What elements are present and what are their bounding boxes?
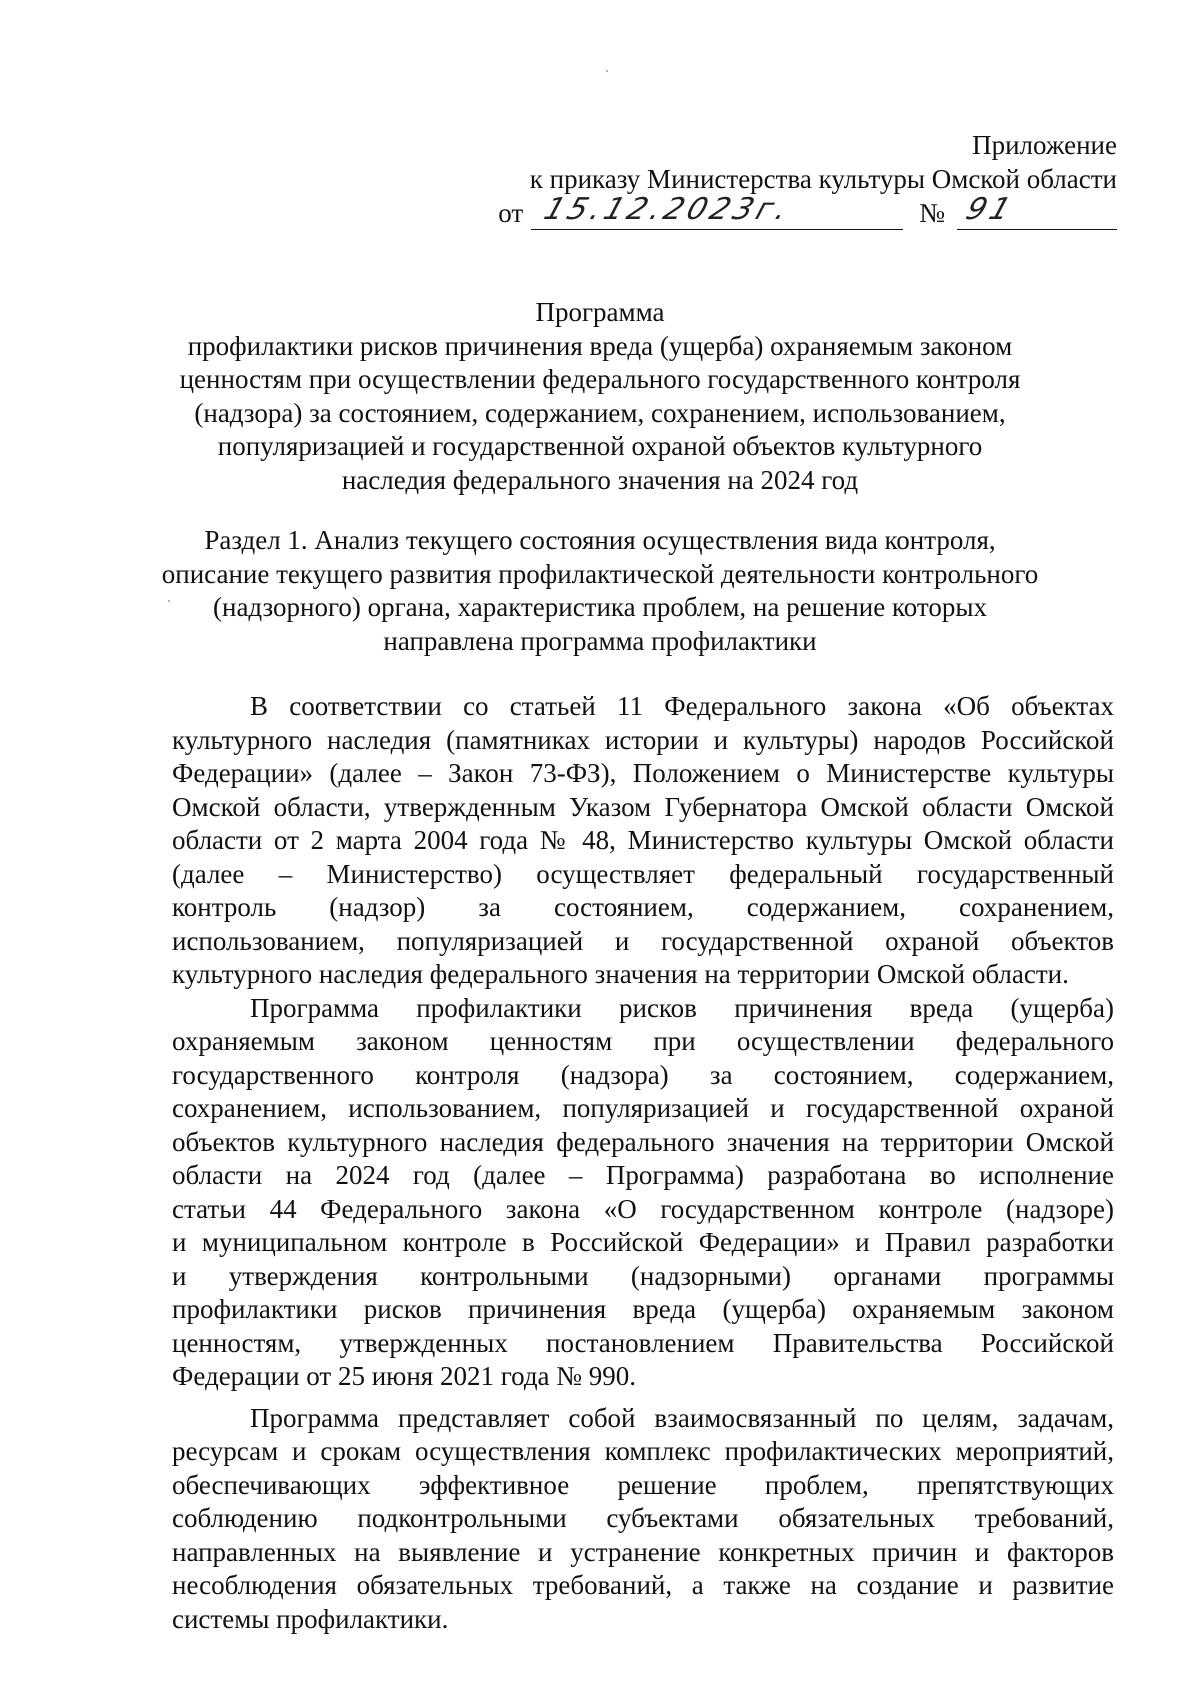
paragraph-gap bbox=[172, 1394, 1114, 1402]
text-line: профилактики рисков причинения вреда (ущерба) охраняемым законом bbox=[172, 1294, 1114, 1324]
text-line: (далее – Министерство) осуществляет федеральный государственный bbox=[172, 858, 1114, 889]
text-line: направленных на выявление и устранение конкретных причин и факторов bbox=[172, 1536, 1114, 1567]
title-line: популяризацией и государственной охраной объектов культурного bbox=[217, 431, 983, 461]
text-line: несоблюдения обязательных требований, а также на создание и развитие bbox=[172, 1570, 1114, 1600]
text-line: Омской области, утвержденным Указом Губернатора Омской области Омской bbox=[172, 791, 1114, 822]
text-line: сохранением, использованием, популяризацией и государственной охраной bbox=[172, 1093, 1114, 1123]
date-prefix: от bbox=[498, 198, 524, 228]
text-line: контроль (надзор) за состоянием, содержанием, сохранением, bbox=[172, 892, 1114, 922]
title-line: Программа bbox=[535, 297, 665, 327]
text-line: и муниципальном контроле в Российской Федерации» и Правил разработки bbox=[172, 1227, 1114, 1257]
handwritten-number: 91 bbox=[961, 192, 1020, 227]
text-line: использованием, популяризацией и государственной охраной объектов bbox=[172, 925, 1114, 956]
section-heading bbox=[150, 524, 1050, 658]
text-line: объектов культурного наследия федерального значения на территории Омской bbox=[172, 1126, 1114, 1157]
number-field bbox=[957, 192, 1117, 230]
section-heading-line: описание текущего развития профилактической деятельности контрольного bbox=[161, 558, 1039, 589]
text-line: статьи 44 Федерального закона «О государственном контроле (надзоре) bbox=[172, 1193, 1114, 1224]
text-line: Федерации от 25 июня 2021 года № 990. bbox=[172, 1361, 637, 1391]
handwritten-date: 15.12.2023г. bbox=[539, 192, 797, 227]
text-line: культурного наследия федерального значения на территории Омской области. bbox=[172, 959, 1069, 989]
body-text bbox=[172, 690, 1114, 1636]
date-field bbox=[531, 192, 903, 230]
title-line: наследия федерального значения на 2024 год bbox=[341, 464, 859, 495]
text-line: области от 2 марта 2004 года № 48, Министерство культуры Омской области bbox=[172, 825, 1114, 855]
program-title bbox=[150, 296, 1050, 497]
section-heading-line: направлена программа профилактики bbox=[383, 625, 817, 656]
text-line: ценностям, утвержденных постановлением Правительства Российской bbox=[172, 1327, 1114, 1358]
text-line: области на 2024 год (далее – Программа) разработана во исполнение bbox=[172, 1160, 1114, 1190]
title-line: профилактики рисков причинения вреда (ущерба) охраняемым законом bbox=[187, 330, 1013, 361]
text-line: Программа профилактики рисков причинения вреда (ущерба) bbox=[250, 992, 1114, 1023]
text-line: культурного наследия (памятниках истории и культуры) народов Российской bbox=[172, 724, 1114, 755]
order-reference: к приказу Министерства культуры Омской области bbox=[529, 164, 1117, 194]
text-line: и утверждения контрольными (надзорными) органами программы bbox=[172, 1260, 1114, 1291]
paragraph-1 bbox=[172, 690, 1114, 992]
section-heading-line: (надзорного) органа, характеристика проблем, на решение которых bbox=[213, 592, 987, 622]
text-line: государственного контроля (надзора) за состоянием, содержанием, bbox=[172, 1059, 1114, 1090]
text-line: В соответствии со статьей 11 Федерального закона «Об объектах bbox=[250, 691, 1114, 721]
title-line: (надзора) за состоянием, содержанием, сохранением, использованием, bbox=[194, 397, 1006, 428]
order-date-number-row bbox=[498, 192, 1117, 230]
text-line: соблюдению подконтрольными субъектами обязательных требований, bbox=[172, 1503, 1114, 1533]
text-line: охраняемым законом ценностям при осуществлении федерального bbox=[172, 1026, 1114, 1056]
text-line: ресурсам и срокам осуществления комплекс профилактических мероприятий, bbox=[172, 1436, 1114, 1466]
text-line: системы профилактики. bbox=[172, 1603, 449, 1634]
paragraph-3 bbox=[172, 1402, 1114, 1637]
text-line: Программа представляет собой взаимосвязанный по целям, задачам, bbox=[250, 1402, 1114, 1433]
paragraph-2 bbox=[172, 992, 1114, 1394]
text-line: Федерации» (далее – Закон 73-ФЗ), Положением о Министерстве культуры bbox=[172, 758, 1114, 788]
appendix-label: Приложение bbox=[972, 130, 1117, 160]
number-sign: № bbox=[919, 198, 945, 228]
section-heading-line: Раздел 1. Анализ текущего состояния осуществления вида контроля, bbox=[204, 525, 996, 555]
appendix-header bbox=[498, 128, 1117, 230]
text-line: обеспечивающих эффективное решение проблем, препятствующих bbox=[172, 1469, 1114, 1500]
title-line: ценностям при осуществлении федерального государственного контроля bbox=[179, 364, 1021, 394]
